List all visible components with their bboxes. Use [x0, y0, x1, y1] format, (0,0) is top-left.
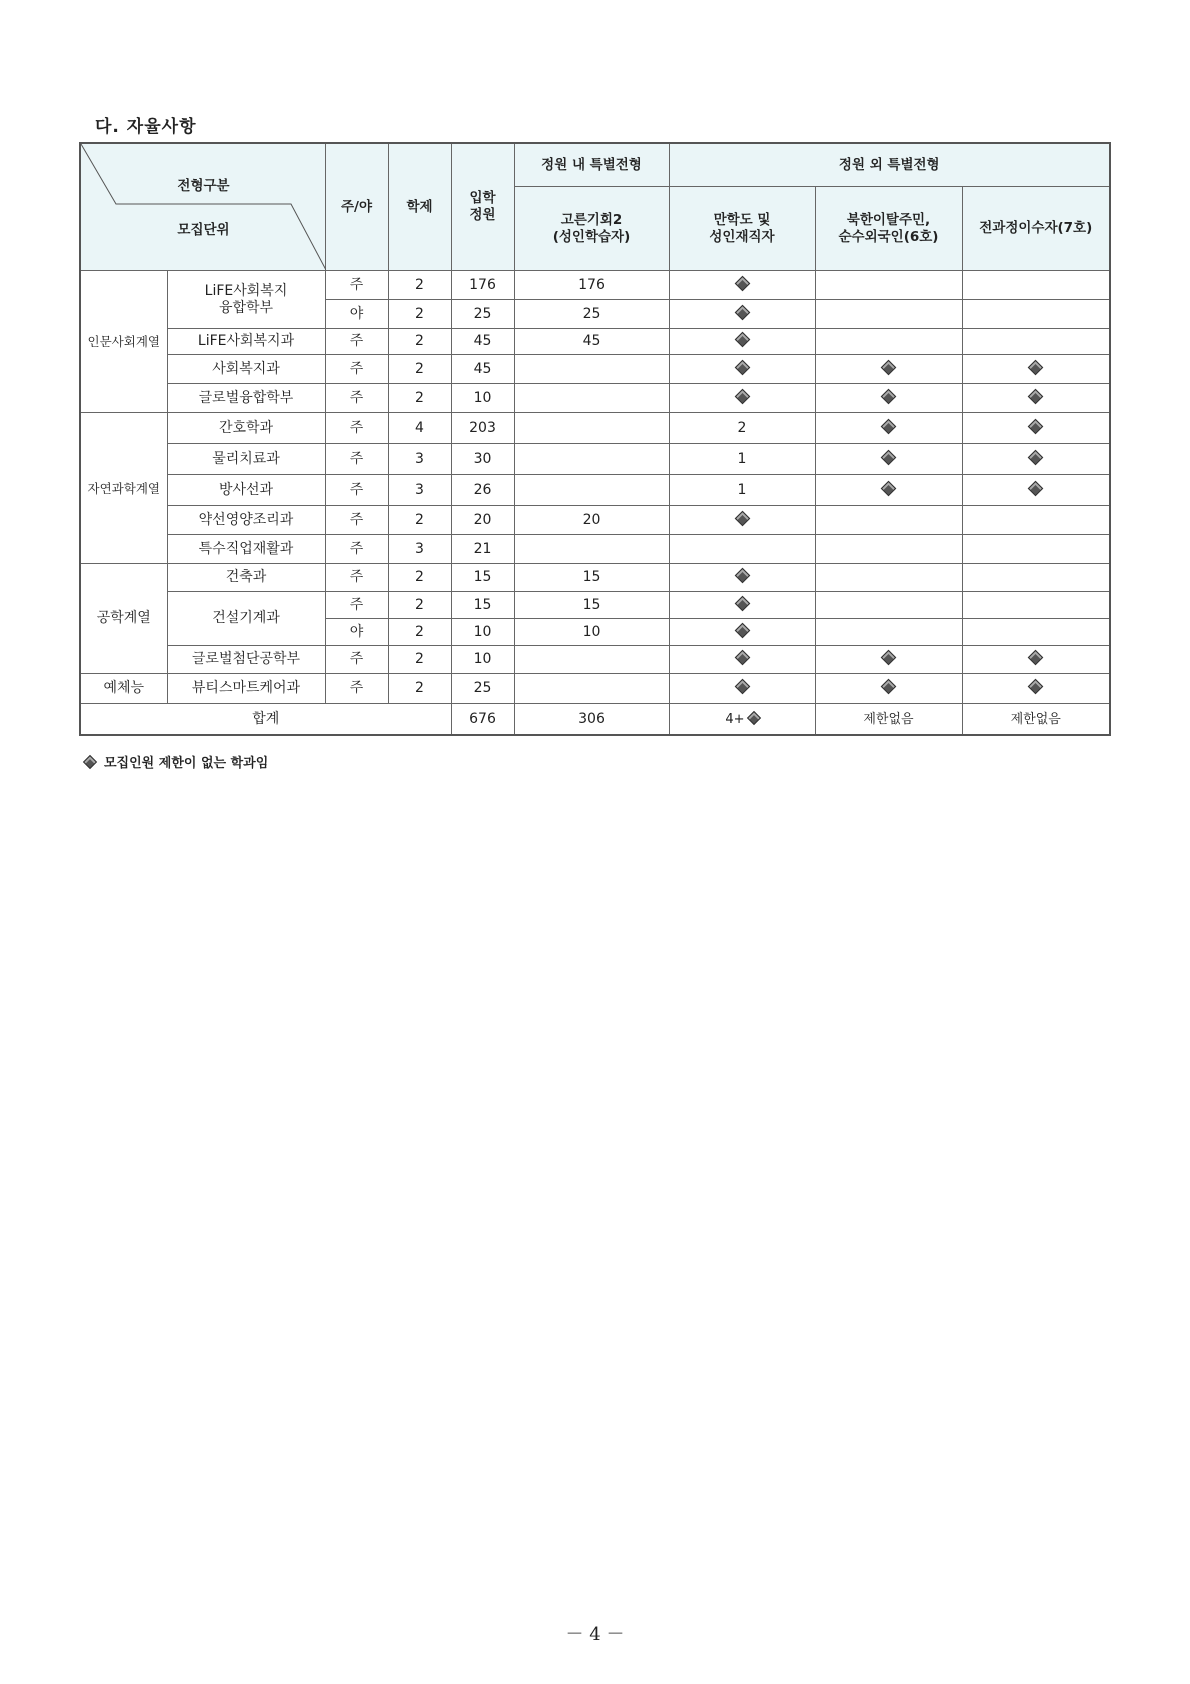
diagonal-divider: [81, 144, 326, 270]
table-row: 건설기계과 주 2 15 15: [80, 592, 1110, 619]
diamond-icon: [1028, 679, 1044, 695]
diamond-icon: [881, 650, 897, 666]
table-row: 특수직업재활과 주 3 21: [80, 535, 1110, 564]
total-north: 제한없음: [815, 704, 962, 736]
diamond-icon: [734, 622, 750, 638]
header-recruit-unit: 모집단위: [177, 222, 230, 238]
total-label: 합계: [80, 704, 451, 736]
table-row: 공학계열 건축과 주 2 15 15: [80, 564, 1110, 592]
table-row: 자연과학계열 간호학과 주 4 203 2: [80, 413, 1110, 444]
table-row: 예체능 뷰티스마트케어과 주 2 25: [80, 674, 1110, 704]
total-transfer: 제한없음: [962, 704, 1110, 736]
section-title: 다. 자율사항: [95, 117, 197, 137]
diamond-icon: [1028, 388, 1044, 404]
diamond-icon: [1028, 359, 1044, 375]
dept-cell: 약선영양조리과: [167, 506, 325, 535]
group-science: 자연과학계열: [80, 413, 167, 564]
table-row: 글로벌첨단공학부 주 2 10: [80, 646, 1110, 674]
dept-cell: LiFE사회복지과: [167, 329, 325, 355]
dept-cell: 글로벌융합학부: [167, 384, 325, 413]
table-row: 방사선과 주 3 26 1: [80, 475, 1110, 506]
header-north: 북한이탈주민, 순수외국인(6호): [815, 187, 962, 271]
diamond-icon: [1028, 480, 1044, 496]
dept-cell: 건축과: [167, 564, 325, 592]
header-transfer: 전과정이수자(7호): [962, 187, 1110, 271]
header-quota: 입학 정원: [451, 143, 514, 271]
header-day-night: 주/야: [325, 143, 388, 271]
dept-cell: 물리치료과: [167, 444, 325, 475]
dept-cell: 건설기계과: [167, 592, 325, 646]
diamond-icon: [881, 359, 897, 375]
diamond-icon: [881, 388, 897, 404]
diamond-icon: [881, 418, 897, 434]
total-quota: 676: [451, 704, 514, 736]
dept-cell: 간호학과: [167, 413, 325, 444]
dept-cell: 사회복지과: [167, 355, 325, 384]
total-goreun: 306: [514, 704, 669, 736]
table-row: 야 2 10 10: [80, 619, 1110, 646]
admission-table: [79, 142, 1111, 736]
diamond-icon: [881, 449, 897, 465]
diamond-icon: [734, 568, 750, 584]
footnote-text: 모집인원 제한이 없는 학과임: [104, 756, 269, 771]
footnote: [85, 752, 268, 771]
table-row: 약선영양조리과 주 2 20 20: [80, 506, 1110, 535]
dept-cell: 글로벌첨단공학부: [167, 646, 325, 674]
diamond-icon: [881, 480, 897, 496]
header-outer-group: 정원 외 특별전형: [669, 143, 1110, 187]
diamond-icon: [734, 679, 750, 695]
dept-cell: 특수직업재활과: [167, 535, 325, 564]
group-arts: 예체능: [80, 674, 167, 704]
group-engineering: 공학계열: [80, 564, 167, 674]
diamond-icon: [734, 595, 750, 611]
header-inner-group: 정원 내 특별전형: [514, 143, 669, 187]
group-humanities: 인문사회계열: [80, 271, 167, 413]
total-row: [80, 704, 1110, 736]
diamond-icon: [1028, 449, 1044, 465]
total-manhak: 4+: [669, 704, 815, 736]
diamond-icon: [734, 332, 750, 348]
table-row: 인문사회계열 LiFE사회복지 융합학부 주 2 176 176: [80, 271, 1110, 300]
dept-cell: 방사선과: [167, 475, 325, 506]
diamond-icon: [734, 304, 750, 320]
page-number: － 4 －: [565, 1624, 625, 1645]
header-years: 학제: [388, 143, 451, 271]
header-diagonal-cell: [80, 143, 325, 271]
diamond-icon: [747, 710, 761, 724]
diamond-icon: [881, 679, 897, 695]
header-manhak: 만학도 및 성인재직자: [669, 187, 815, 271]
dept-cell: LiFE사회복지 융합학부: [167, 271, 325, 329]
diamond-icon: [1028, 650, 1044, 666]
table-row: LiFE사회복지과 주 2 45 45: [80, 329, 1110, 355]
table-row: 야 2 25 25: [80, 300, 1110, 329]
diamond-icon: [1028, 418, 1044, 434]
diamond-icon: [83, 755, 97, 769]
dept-cell: 뷰티스마트케어과: [167, 674, 325, 704]
diamond-icon: [734, 359, 750, 375]
diamond-icon: [734, 275, 750, 291]
table-row: 글로벌융합학부 주 2 10: [80, 384, 1110, 413]
diamond-icon: [734, 650, 750, 666]
table-row: 물리치료과 주 3 30 1: [80, 444, 1110, 475]
header-selection-type: 전형구분: [177, 178, 230, 194]
diamond-icon: [734, 388, 750, 404]
diamond-icon: [734, 510, 750, 526]
table-row: 사회복지과 주 2 45: [80, 355, 1110, 384]
header-goreun: 고른기회2 (성인학습자): [514, 187, 669, 271]
